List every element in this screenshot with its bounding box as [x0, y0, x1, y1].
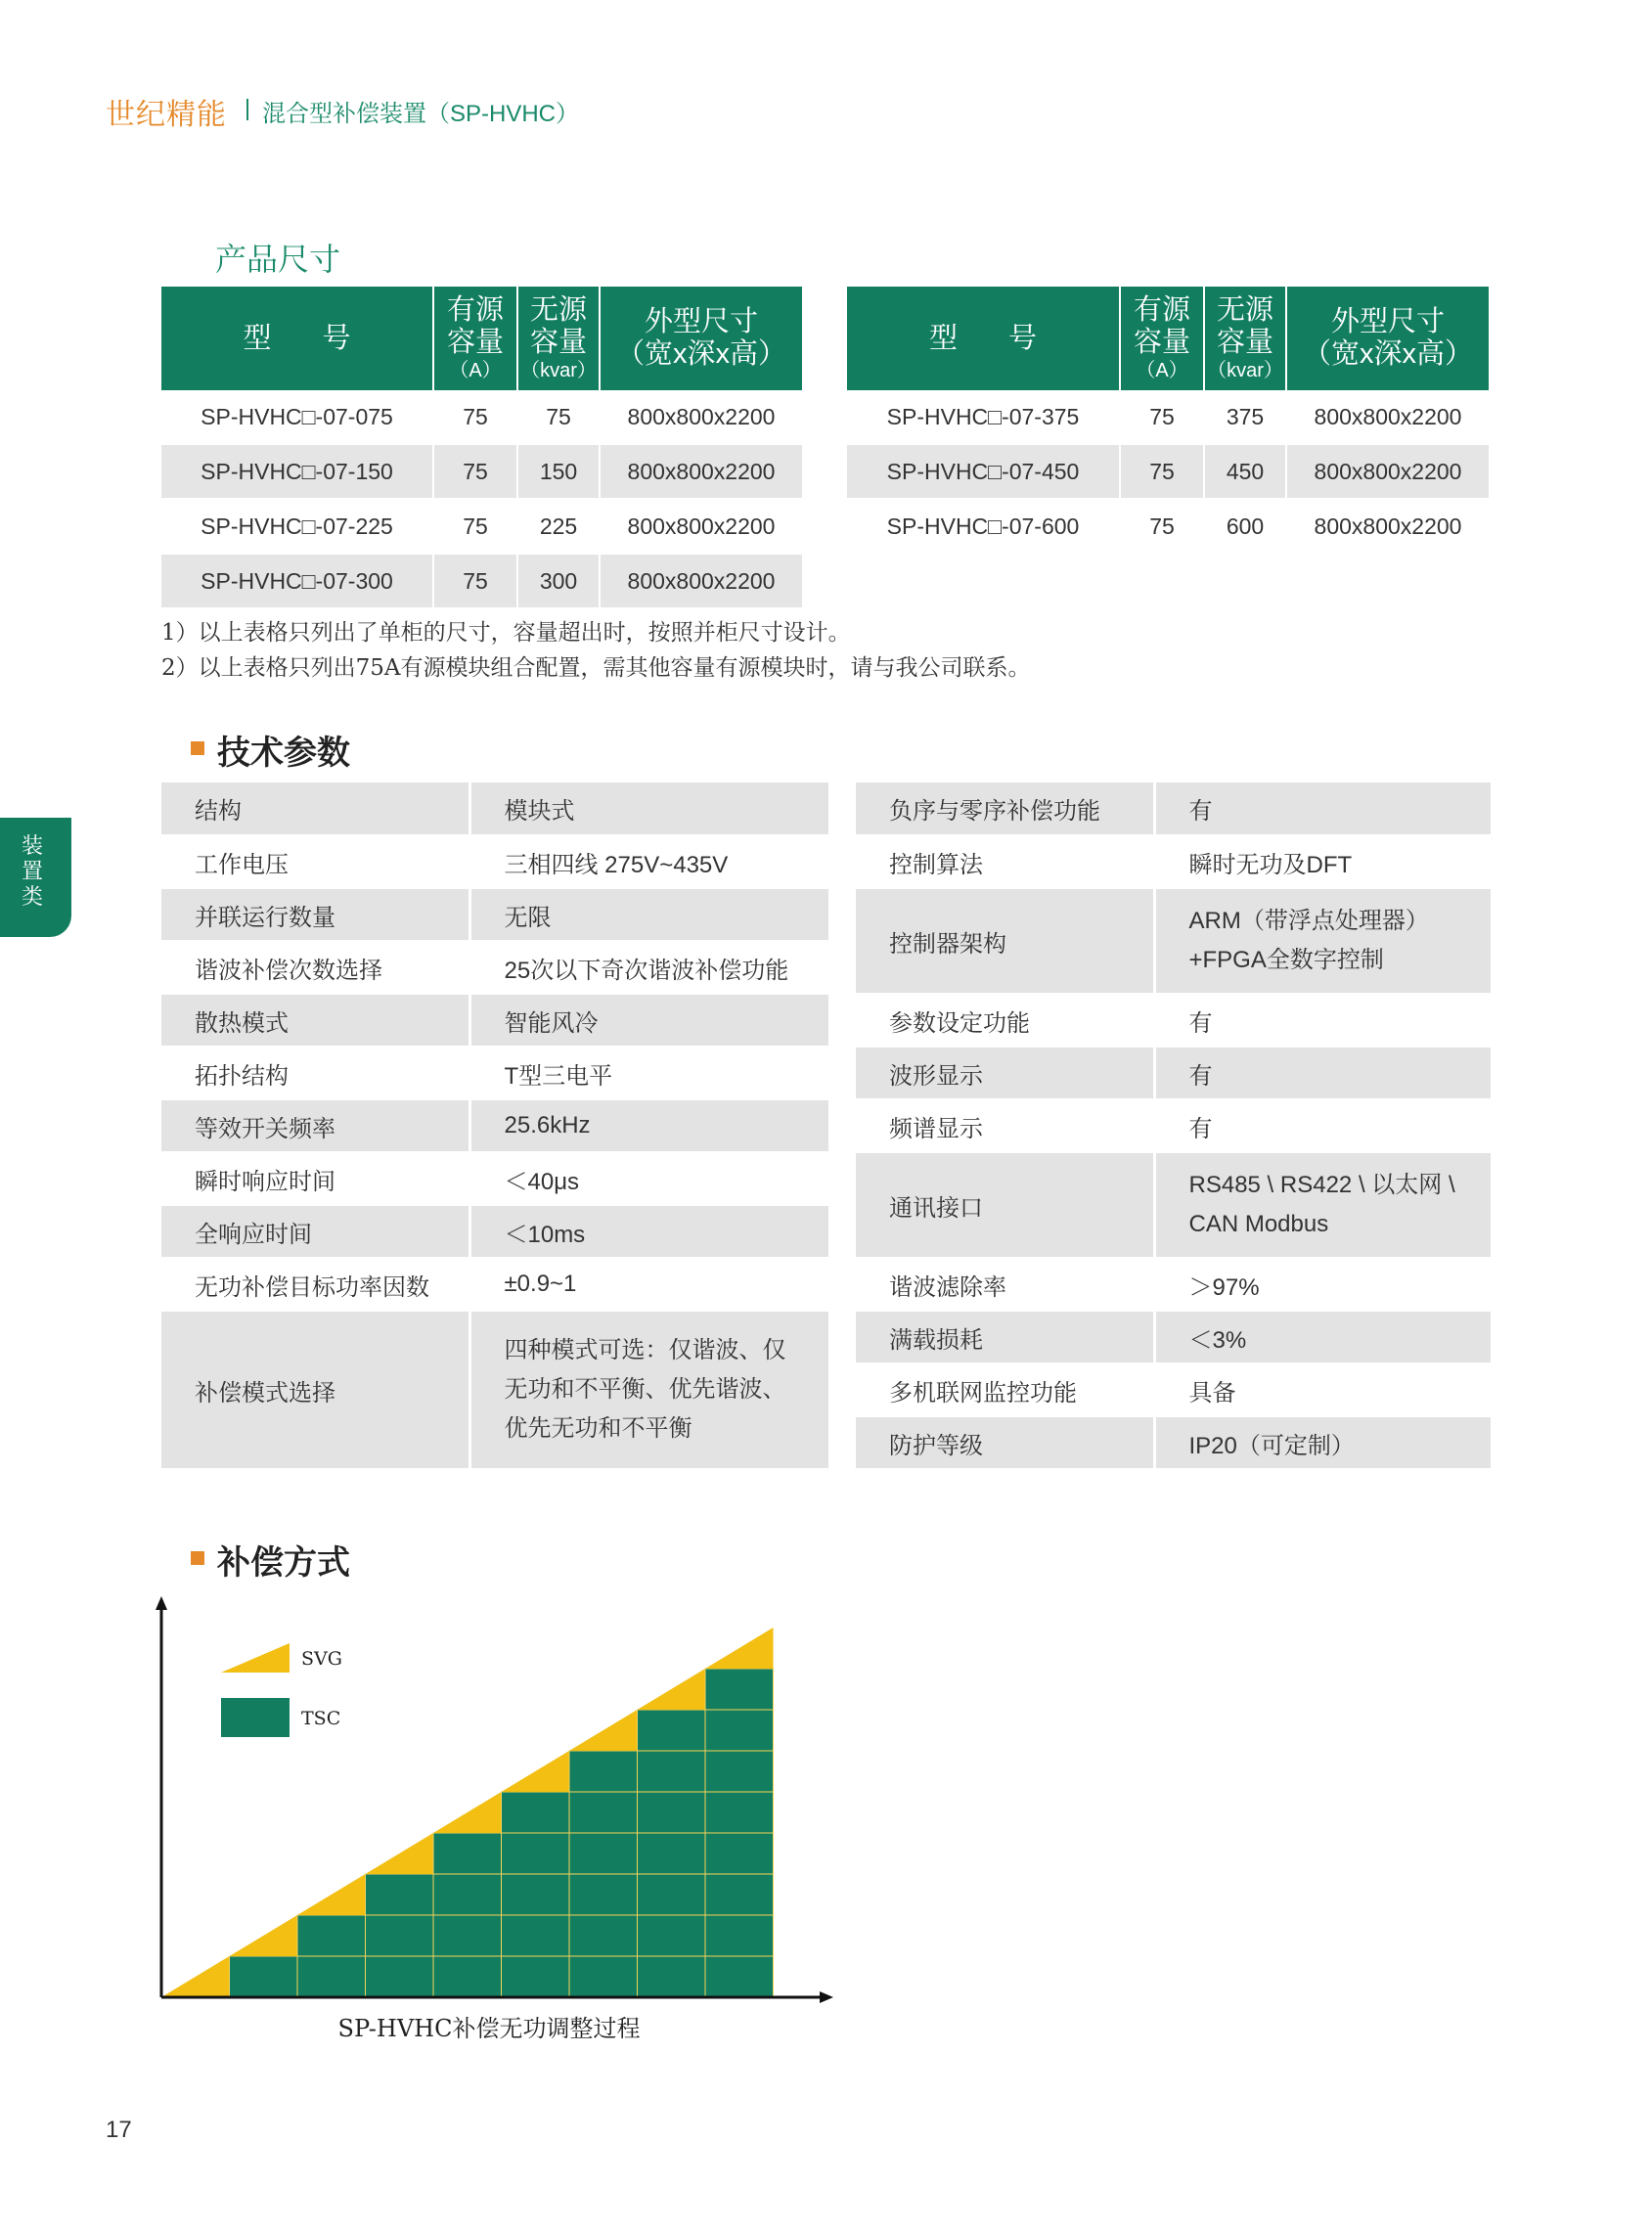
- param-value: 有: [1154, 1099, 1491, 1152]
- param-row: [161, 1152, 828, 1205]
- cell-passive-capacity: 450: [1204, 444, 1286, 499]
- tsc-block: [638, 1792, 706, 1833]
- tsc-block: [569, 1956, 638, 1997]
- param-label: 控制算法: [856, 835, 1154, 888]
- param-label: 防护等级: [856, 1416, 1154, 1469]
- param-row: [856, 835, 1491, 888]
- tech-params-right: [856, 782, 1491, 1470]
- note-1: 1）以上表格只列出了单柜的尺寸，容量超出时，按照并柜尺寸设计。: [161, 620, 851, 646]
- cell-size: 800x800x2200: [600, 554, 802, 608]
- param-label: 负序与零序补偿功能: [856, 782, 1154, 835]
- param-row: [161, 782, 828, 835]
- cell-passive-capacity: 300: [517, 554, 600, 608]
- param-label: 谐波补偿次数选择: [161, 941, 469, 994]
- header-active-capacity: 有源容量 （A）: [1120, 287, 1204, 390]
- compensation-diagram: [137, 1594, 841, 2054]
- svg-block: [230, 1915, 298, 1956]
- param-value: T型三电平: [469, 1047, 828, 1099]
- param-row: [161, 1047, 828, 1099]
- table-header-row: [161, 287, 802, 390]
- tsc-block: [433, 1915, 502, 1956]
- dimensions-title: 产品尺寸: [215, 242, 341, 277]
- param-value: ±0.9~1: [469, 1258, 828, 1311]
- param-row: [161, 1205, 828, 1258]
- param-value-line: 无功和不平衡、优先谐波、: [504, 1376, 786, 1403]
- tech-params-left: [161, 782, 828, 1470]
- param-row: [161, 941, 828, 994]
- table-row: [847, 390, 1489, 444]
- header-separator: [246, 99, 248, 120]
- svg-block: [638, 1669, 706, 1710]
- param-label: 满载损耗: [856, 1311, 1154, 1363]
- tsc-block: [705, 1710, 774, 1751]
- svg-block: [705, 1628, 774, 1669]
- tsc-block: [638, 1751, 706, 1792]
- param-label: 并联运行数量: [161, 888, 469, 941]
- cell-size: 800x800x2200: [1314, 513, 1462, 539]
- param-value: ＜40μs: [469, 1152, 828, 1205]
- dimensions-table-right: [847, 287, 1489, 555]
- tsc-block: [705, 1956, 774, 1997]
- param-row: [856, 1363, 1491, 1416]
- param-row: [856, 1258, 1491, 1311]
- cell-active-capacity: 75: [433, 390, 517, 444]
- table-row: [847, 444, 1489, 499]
- tsc-block: [502, 1915, 570, 1956]
- cell-active-capacity: 75: [433, 444, 517, 499]
- param-value: 三相四线 275V~435V: [469, 835, 828, 888]
- param-row: [856, 1416, 1491, 1469]
- param-row: [856, 994, 1491, 1047]
- param-row: [161, 1311, 828, 1469]
- table-row: [161, 554, 802, 608]
- param-label: 补偿模式选择: [161, 1311, 469, 1469]
- cell-size: 800x800x2200: [627, 403, 776, 429]
- cell-size: 800x800x2200: [600, 444, 802, 499]
- param-label: 无功补偿目标功率因数: [161, 1258, 469, 1311]
- svg-block: [366, 1833, 434, 1874]
- tsc-block: [705, 1915, 774, 1956]
- param-value: 具备: [1154, 1363, 1491, 1416]
- y-axis-arrow: [156, 1596, 167, 1610]
- param-value: IP20（可定制）: [1154, 1416, 1491, 1469]
- tsc-block: [705, 1833, 774, 1874]
- param-row: [161, 994, 828, 1047]
- cell-passive-capacity: 600: [1204, 499, 1286, 554]
- tsc-block: [569, 1874, 638, 1915]
- tsc-block: [366, 1874, 434, 1915]
- compensation-title: 补偿方式: [217, 1544, 350, 1582]
- header-passive-capacity: 无源容量 （kvar）: [517, 287, 600, 390]
- param-value: [469, 1311, 828, 1469]
- tsc-block: [502, 1874, 570, 1915]
- param-row: [856, 1152, 1491, 1258]
- param-value: 25.6kHz: [469, 1099, 828, 1152]
- tsc-block: [433, 1956, 502, 1997]
- cell-size: 800x800x2200: [627, 513, 776, 539]
- tsc-block: [638, 1915, 706, 1956]
- legend-tsc-swatch: [221, 1698, 290, 1737]
- cell-model: SP-HVHC□-07-075: [161, 390, 433, 444]
- param-label: 通讯接口: [856, 1152, 1154, 1258]
- dimensions-table-left: [161, 287, 802, 609]
- cell-model: SP-HVHC□-07-600: [847, 499, 1120, 554]
- svg-block: [569, 1710, 638, 1751]
- tsc-block: [705, 1874, 774, 1915]
- cell-passive-capacity: 150: [517, 444, 600, 499]
- param-row: [856, 1047, 1491, 1099]
- param-row: [161, 835, 828, 888]
- param-row: [856, 888, 1491, 994]
- tsc-block: [502, 1792, 570, 1833]
- cell-active-capacity: 75: [1120, 499, 1204, 554]
- param-value: 模块式: [469, 782, 828, 835]
- tsc-block: [502, 1956, 570, 1997]
- svg-block: [433, 1792, 502, 1833]
- param-label: 工作电压: [161, 835, 469, 888]
- cell-model: SP-HVHC□-07-450: [847, 444, 1120, 499]
- param-value: ＜10ms: [469, 1205, 828, 1258]
- cell-size: 800x800x2200: [1286, 444, 1489, 499]
- param-value: ＞97%: [1154, 1258, 1491, 1311]
- section-marker: [191, 1551, 204, 1565]
- param-value-line: CAN Modbus: [1188, 1211, 1329, 1237]
- tsc-block: [638, 1710, 706, 1751]
- table-row: [161, 390, 802, 444]
- param-label: 控制器架构: [856, 888, 1154, 994]
- tsc-block: [297, 1956, 366, 1997]
- tsc-block: [638, 1956, 706, 1997]
- param-value: 瞬时无功及DFT: [1154, 835, 1491, 888]
- param-value: [1154, 888, 1491, 994]
- tsc-block: [433, 1833, 502, 1874]
- tsc-block: [366, 1915, 434, 1956]
- table-row: [161, 499, 802, 554]
- note-2: 2）以上表格只列出75A有源模块组合配置，需其他容量有源模块时，请与我公司联系。: [161, 655, 1031, 681]
- param-label: 谐波滤除率: [856, 1258, 1154, 1311]
- svg-block: [161, 1956, 230, 1997]
- page-number: 17: [106, 2117, 132, 2143]
- param-value: 有: [1154, 782, 1491, 835]
- cell-passive-capacity: 225: [517, 499, 600, 554]
- param-label: 结构: [161, 782, 469, 835]
- x-axis-arrow: [820, 1991, 833, 2003]
- tsc-block: [705, 1792, 774, 1833]
- cell-size: 800x800x2200: [1314, 403, 1462, 429]
- tsc-block: [705, 1669, 774, 1710]
- svg-block: [502, 1751, 570, 1792]
- diagram-caption: SP-HVHC补偿无功调整过程: [337, 2015, 641, 2042]
- param-row: [856, 782, 1491, 835]
- param-value-line: RS485 \ RS422 \ 以太网 \: [1188, 1172, 1455, 1198]
- tsc-block: [366, 1956, 434, 1997]
- header-size: 外型尺寸 （宽x深x高）: [1286, 287, 1489, 390]
- cell-model: SP-HVHC□-07-150: [161, 444, 433, 499]
- table-row: [847, 499, 1489, 554]
- param-row: [856, 1311, 1491, 1363]
- param-value-line: 四种模式可选：仅谐波、仅: [504, 1337, 786, 1363]
- cell-model: SP-HVHC□-07-375: [847, 390, 1120, 444]
- param-label: 频谱显示: [856, 1099, 1154, 1152]
- param-row: [161, 888, 828, 941]
- section-marker: [191, 741, 204, 755]
- param-value: [1154, 1152, 1491, 1258]
- legend-tsc-label: TSC: [301, 1708, 341, 1729]
- cell-active-capacity: 75: [433, 554, 517, 608]
- cell-passive-capacity: 375: [1204, 390, 1286, 444]
- param-value: 无限: [469, 888, 828, 941]
- tech-title: 技术参数: [217, 735, 350, 772]
- header-model: 型 号: [847, 287, 1120, 390]
- table-header-row: [847, 287, 1489, 390]
- param-row: [161, 1258, 828, 1311]
- tsc-block: [569, 1792, 638, 1833]
- tsc-block: [638, 1874, 706, 1915]
- param-row: [856, 1099, 1491, 1152]
- tsc-block: [569, 1915, 638, 1956]
- cell-model: SP-HVHC□-07-300: [161, 554, 433, 608]
- cell-passive-capacity: 75: [517, 390, 600, 444]
- param-label: 多机联网监控功能: [856, 1363, 1154, 1416]
- param-label: 等效开关频率: [161, 1099, 469, 1152]
- param-value-line: 优先无功和不平衡: [504, 1415, 692, 1442]
- header-active-capacity: 有源容量 （A）: [433, 287, 517, 390]
- tsc-block: [433, 1874, 502, 1915]
- legend-svg-label: SVG: [301, 1648, 342, 1670]
- param-label: 参数设定功能: [856, 994, 1154, 1047]
- tsc-block: [569, 1833, 638, 1874]
- cell-active-capacity: 75: [1120, 390, 1204, 444]
- tsc-block: [297, 1915, 366, 1956]
- table-row: [161, 444, 802, 499]
- param-value: 有: [1154, 994, 1491, 1047]
- param-value-line: +FPGA全数字控制: [1188, 947, 1384, 973]
- param-label: 瞬时响应时间: [161, 1152, 469, 1205]
- cell-model: SP-HVHC□-07-225: [161, 499, 433, 554]
- header-model: 型 号: [161, 287, 433, 390]
- cell-active-capacity: 75: [1120, 444, 1204, 499]
- header-subtitle: 混合型补偿装置（SP-HVHC）: [262, 101, 580, 127]
- tsc-block: [569, 1751, 638, 1792]
- param-value: ＜3%: [1154, 1311, 1491, 1363]
- param-label: 全响应时间: [161, 1205, 469, 1258]
- cell-active-capacity: 75: [433, 499, 517, 554]
- tsc-block: [638, 1833, 706, 1874]
- param-row: [161, 1099, 828, 1152]
- tsc-block: [705, 1751, 774, 1792]
- param-value: 有: [1154, 1047, 1491, 1099]
- header-size: 外型尺寸 （宽x深x高）: [600, 287, 802, 390]
- param-value: 智能风冷: [469, 994, 828, 1047]
- legend-svg-swatch: [221, 1643, 290, 1673]
- param-value: 25次以下奇次谐波补偿功能: [469, 941, 828, 994]
- svg-block: [297, 1874, 366, 1915]
- brand-name: 世纪精能: [106, 99, 227, 131]
- tsc-block: [502, 1833, 570, 1874]
- tsc-block: [230, 1956, 298, 1997]
- param-value-line: ARM（带浮点处理器）: [1188, 908, 1429, 934]
- param-label: 散热模式: [161, 994, 469, 1047]
- param-label: 波形显示: [856, 1047, 1154, 1099]
- param-label: 拓扑结构: [161, 1047, 469, 1099]
- side-tab-label: 装置类: [21, 833, 43, 909]
- header-passive-capacity: 无源容量 （kvar）: [1204, 287, 1286, 390]
